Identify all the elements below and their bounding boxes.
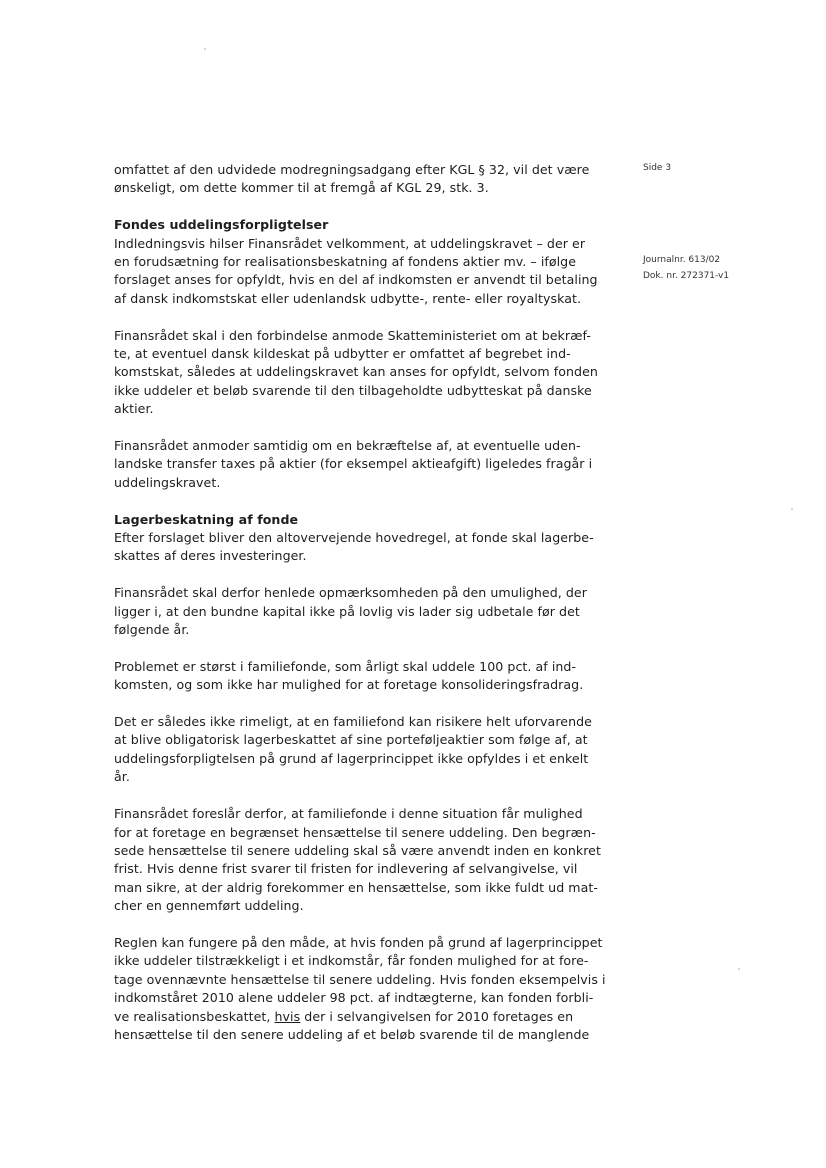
text-line: Problemet er størst i familiefonde, som årligt skal uddele 100 pct. af ind- [114,658,577,674]
text-line: frist. Hvis denne frist svarer til fristen for indlevering af selvangivelse, vil [114,861,578,877]
margin-references [643,252,729,284]
text-line: te, at eventuel dansk kildeskat på udbytter er omfattet af begrebet ind- [114,346,571,362]
paragraph-forslag-hensaettelse [114,805,604,915]
section-heading-uddelingsforpligtelser: Fondes uddelingsforpligtelser [114,217,329,233]
page-label: Side 3 [643,163,672,173]
paragraph-kildeskat [114,327,604,419]
text-line: Finansrådet skal i den forbindelse anmode Skatteministeriet om at bekræf- [114,327,591,343]
text-line: ikke uddeler et beløb svarende til den tilbageholdte udbytteskat på danske [114,382,592,398]
text-line: Reglen kan fungere på den måde, at hvis fonden på grund af lagerprincippet [114,934,603,950]
text-line: uddelingsforpligtelsen på grund af lagerprincippet ikke opfyldes i et enkelt [114,750,589,766]
text-line: Finansrådet foreslår derfor, at familiefonde i denne situation får mulighed [114,806,583,822]
text-line: af dansk indkomstskat eller udenlandsk udbytte-, rente- eller royaltyskat. [114,290,582,306]
text-line: ønskeligt, om dette kommer til at fremgå af KGL 29, stk. 3. [114,180,489,196]
scan-speck [738,968,740,970]
text-segment: ve realisationsbeskattet, [114,1008,271,1024]
text-line: komstskat, således at uddelingskravet kan anses for opfyldt, selvom fonden [114,364,598,380]
text-line [114,1008,604,1026]
paragraph-indledningsvis [114,235,604,309]
journal-number: Journalnr. 613/02 [643,255,721,265]
text-line: hensættelse til den senere uddeling af et beløb svarende til de manglende [114,1026,590,1042]
letter-body [114,161,604,1063]
text-line: ligger i, at den bundne kapital ikke på lovlig vis lader sig udbetale før det [114,603,580,619]
paragraph-rimeligt [114,713,604,787]
text-line: for at foretage en begrænset hensættelse til senere uddeling. Den begræn- [114,824,596,840]
text-line: år. [114,769,130,785]
scan-speck [791,508,793,510]
paragraph-hovedregel [114,529,604,566]
text-line: at blive obligatorisk lagerbeskattet af sine porteføljeaktier som følge af, at [114,732,588,748]
text-line: cher en gennemført uddeling. [114,898,304,914]
text-line: Finansrådet anmoder samtidig om en bekræftelse af, at eventuelle uden- [114,438,581,454]
paragraph-reglen [114,934,604,1044]
text-line: skattes af deres investeringer. [114,548,307,564]
text-line: aktier. [114,401,154,417]
document-number: Dok. nr. 272371-v1 [643,271,730,281]
paragraph-kgl [114,161,604,198]
text-line: ikke uddeler tilstrækkeligt i et indkomstår, får fonden mulighed for at fore- [114,953,589,969]
text-line: følgende år. [114,622,190,638]
text-line: man sikre, at der aldrig forekommer en hensættelse, som ikke fuldt ud mat- [114,879,598,895]
paragraph-transfer-taxes [114,437,604,492]
underlined-word: hvis [274,1008,301,1024]
text-line: uddelingskravet. [114,474,221,490]
margin-page-number [643,160,671,176]
scan-speck [204,48,206,50]
text-line: komsten, og som ikke har mulighed for at foretage konsolideringsfradrag. [114,677,584,693]
text-line: Det er således ikke rimeligt, at en familiefond kan risikere helt uforvarende [114,714,592,730]
text-line: landske transfer taxes på aktier (for eksempel aktieafgift) ligeledes fragår i [114,456,593,472]
text-line: indkomståret 2010 alene uddeler 98 pct. af indtægterne, kan fonden forbli- [114,990,594,1006]
text-line: en forudsætning for realisationsbeskatning af fondens aktier mv. – ifølge [114,254,577,270]
text-line: tage ovennævnte hensættelse til senere uddeling. Hvis fonden eksempelvis i [114,971,606,987]
paragraph-umulighed [114,584,604,639]
text-line: sede hensættelse til senere uddeling skal så være anvendt inden en konkret [114,842,601,858]
text-line: Indledningsvis hilser Finansrådet velkomment, at uddelingskravet – der er [114,235,586,251]
section-heading-lagerbeskatning: Lagerbeskatning af fonde [114,511,299,527]
text-segment: der i selvangivelsen for 2010 foretages en [304,1008,574,1024]
text-line: Finansrådet skal derfor henlede opmærksomheden på den umulighed, der [114,585,587,601]
paragraph-familiefonde [114,658,604,695]
text-line: Efter forslaget bliver den altovervejende hovedregel, at fonde skal lagerbe- [114,530,594,546]
text-line: omfattet af den udvidede modregningsadgang efter KGL § 32, vil det være [114,162,590,177]
text-line: forslaget anses for opfyldt, hvis en del af indkomsten er anvendt til betaling [114,272,598,288]
